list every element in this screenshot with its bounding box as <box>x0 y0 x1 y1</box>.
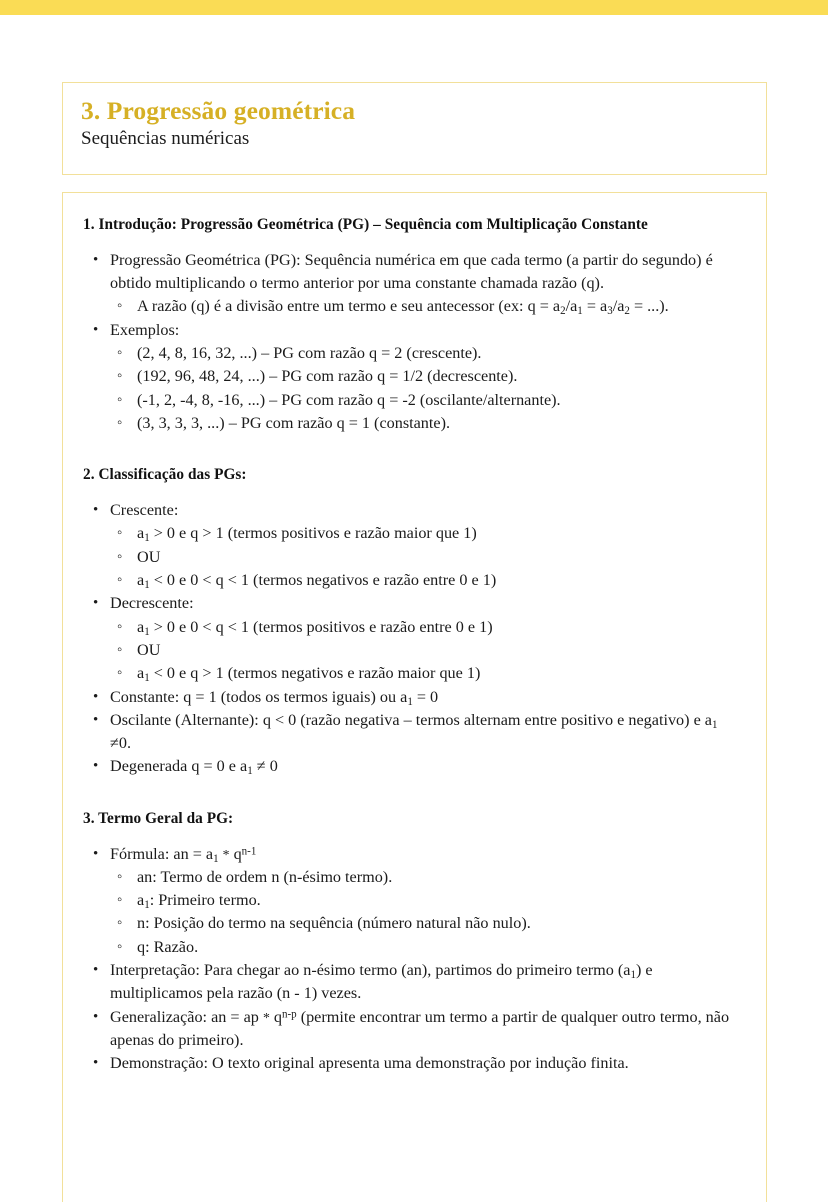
page-title: 3. Progressão geométrica <box>81 96 356 125</box>
top-accent-bar <box>0 0 828 15</box>
list-item <box>83 592 742 685</box>
sublist <box>105 866 742 959</box>
list-item-text: • Fórmula: an = $a_1 * q^{n-1}$ <box>110 843 742 866</box>
list-item-text: • Constante: q = 1 (todos os termos iguais) ou $a_1 = 0$ <box>110 686 742 709</box>
sublist-item: ◦ A razão (q) é a divisão entre um termo e seu antecessor (ex: $q = a_2/a_1 = a_3/a_2$ = ...). <box>105 295 742 318</box>
list-item-text: • Interpretação: Para chegar ao n-ésimo termo (an), partimos do primeiro termo $(a_1)$ e multiplicamos pela razão (n - 1) vezes. <box>110 959 742 1006</box>
sublist-item: ◦ (192, 96, 48, 24, ...) – PG com razão q = 1/2 (decrescente). <box>105 365 742 388</box>
list-item-text: • Generalização: an = ap * $q^{n-p}$ (permite encontrar um termo a partir de qualquer outro termo, não apenas do primeiro). <box>110 1006 742 1053</box>
section-2-list <box>83 499 742 779</box>
list-item <box>83 499 742 592</box>
sublist-item: ◦ q: Razão. <box>105 936 742 959</box>
sublist-item: ◦ $a_1 > 0$ e 0 < q < 1 (termos positivos e razão entre 0 e 1) <box>105 616 742 639</box>
sublist-item: ◦ $a_1 > 0$ e q > 1 (termos positivos e razão maior que 1) <box>105 522 742 545</box>
page-subtitle: Sequências numéricas <box>81 128 250 150</box>
section-1-list <box>83 249 742 435</box>
sublist <box>105 342 742 435</box>
sublist <box>105 522 742 592</box>
list-item-text: • Crescente: <box>110 499 742 522</box>
document-page <box>0 15 828 1171</box>
list-item-text: • Demonstração: O texto original apresenta uma demonstração por indução finita. <box>110 1052 742 1075</box>
sublist-item: ◦ (-1, 2, -4, 8, -16, ...) – PG com razão q = -2 (oscilante/alternante). <box>105 389 742 412</box>
document-header-card <box>62 82 767 175</box>
section-heading-2: 2. Classificação das PGs: <box>83 466 247 484</box>
list-item <box>83 1006 742 1053</box>
sublist-item: ◦ $a_1 < 0$ e 0 < q < 1 (termos negativos e razão entre 0 e 1) <box>105 569 742 592</box>
sublist-item: ◦ OU <box>105 639 742 662</box>
list-item-text: • Oscilante (Alternante): q < 0 (razão negativa – termos alternam entre positivo e negativo) e $a_1 \ne 0$. <box>110 709 742 756</box>
document-body-card <box>62 192 767 1202</box>
sublist <box>105 616 742 686</box>
list-item <box>83 843 742 959</box>
list-item-text: • Progressão Geométrica (PG): Sequência numérica em que cada termo (a partir do segundo) é obtido multiplicando o termo anterior por uma constante chamada razão (q). <box>110 249 742 296</box>
sublist-item: ◦ n: Posição do termo na sequência (número natural não nulo). <box>105 912 742 935</box>
list-item <box>83 959 742 1006</box>
list-item <box>83 319 742 435</box>
section-heading-1: 1. Introdução: Progressão Geométrica (PG) – Sequência com Multiplicação Constante <box>83 216 648 233</box>
sublist <box>105 295 742 318</box>
section-heading-3: 3. Termo Geral da PG: <box>83 809 234 827</box>
list-item-text: • Decrescente: <box>110 592 742 615</box>
sublist-item: ◦ an: Termo de ordem n (n-ésimo termo). <box>105 866 742 889</box>
list-item-text: • Degenerada q = 0 e $a_1 \ne 0$ <box>110 755 742 778</box>
sublist-item: ◦ (2, 4, 8, 16, 32, ...) – PG com razão q = 2 (crescente). <box>105 342 742 365</box>
sublist-item: ◦ (3, 3, 3, 3, ...) – PG com razão q = 1 (constante). <box>105 412 742 435</box>
list-item <box>83 249 742 319</box>
sublist-item: ◦ OU <box>105 546 742 569</box>
sublist-item: ◦ $a_1 < 0$ e q > 1 (termos negativos e razão maior que 1) <box>105 662 742 685</box>
list-item <box>83 1052 742 1075</box>
list-item-text: • Exemplos: <box>110 319 742 342</box>
list-item <box>83 755 742 778</box>
section-3-list <box>83 843 742 1076</box>
list-item <box>83 709 742 756</box>
list-item <box>83 686 742 709</box>
sublist-item: ◦ $a_1$: Primeiro termo. <box>105 889 742 912</box>
